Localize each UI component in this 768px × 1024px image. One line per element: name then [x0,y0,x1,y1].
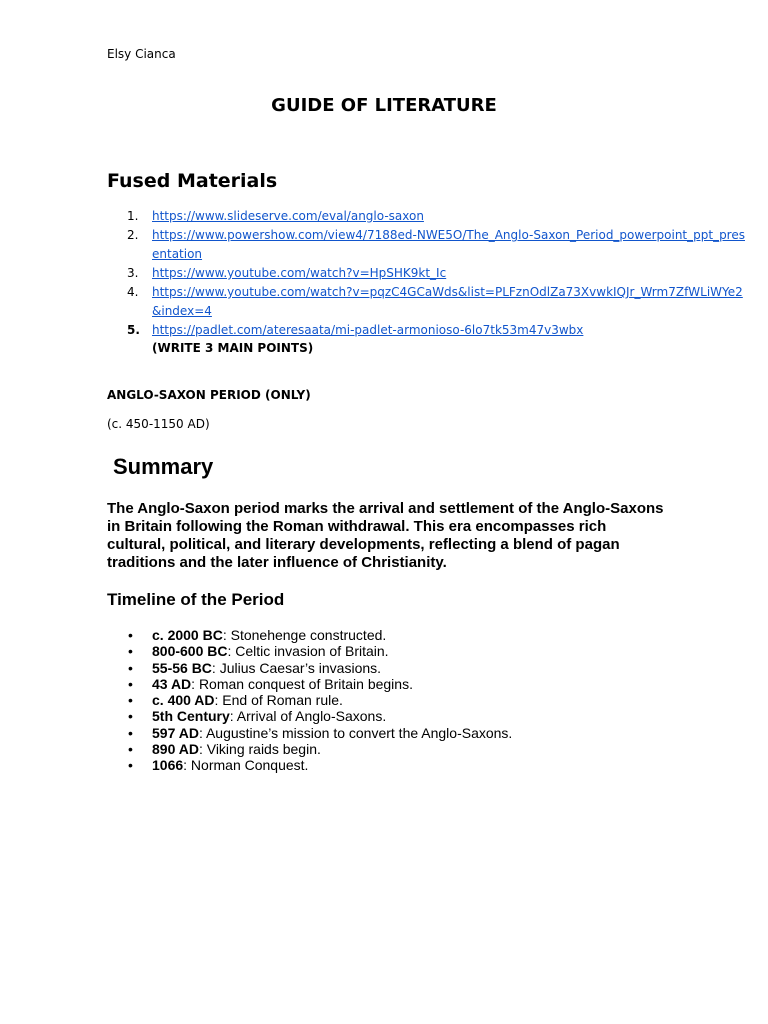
timeline-item [107,725,707,741]
timeline-heading: Timeline of the Period [107,590,285,609]
bullet-icon: • [128,659,133,676]
bullet-icon: • [128,724,133,741]
bullet-icon: • [128,708,133,725]
list-item [107,207,747,226]
link-powershow[interactable]: https://www.powershow.com/view4/7188ed-NWE5O/The_Anglo-Saxon_Period_powerpoint_ppt_presentation [152,228,745,261]
timeline-item [107,692,707,708]
timeline-item [107,741,707,757]
bullet-icon: • [128,741,133,758]
timeline-event: : End of Roman rule. [214,692,343,709]
list-number: 2. [127,228,139,242]
timeline-item [107,757,707,773]
period-dates: (c. 450-1150 AD) [107,417,210,431]
timeline-item [107,676,707,692]
timeline-date: 597 AD [152,724,199,741]
timeline-date: 43 AD [152,675,192,692]
link-padlet[interactable]: https://padlet.com/ateresaata/mi-padlet-armonioso-6lo7tk53m47v3wbx [152,323,584,337]
bullet-icon: • [128,757,133,774]
timeline-event: : Julius Caesar’s invasions. [211,659,382,676]
summary-heading: Summary [113,454,214,479]
timeline-date: 55-56 BC [152,659,212,676]
timeline-date: c. 400 AD [152,692,215,709]
list-item [107,283,747,321]
link-youtube-1[interactable]: https://www.youtube.com/watch?v=HpSHK9kt_Ic [152,266,447,280]
timeline-date: 5th Century [152,708,230,725]
bullet-icon: • [128,643,133,660]
summary-paragraph: The Anglo-Saxon period marks the arrival and settlement of the Anglo-Saxons in Britain following the Roman withdrawal. This era encompasses rich cultural, political, and literary developments, reflecting a blend of pagan traditions and the later influence of Christianity. [107,500,664,571]
timeline-date: 800-600 BC [152,643,228,660]
timeline-event: : Roman conquest of Britain begins. [191,675,413,692]
link-youtube-2[interactable]: https://www.youtube.com/watch?v=pqzC4GCaWds&list=PLFznOdlZa73XvwkIQJr_Wrm7ZfWLiWYe2&index=4 [152,285,743,318]
timeline-event: : Arrival of Anglo-Saxons. [229,708,387,725]
timeline-item [107,660,707,676]
timeline-event: : Celtic invasion of Britain. [227,643,389,660]
links-list [107,207,747,340]
list-item [107,321,747,340]
bullet-icon: • [128,692,133,709]
link-slideserve[interactable]: https://www.slideserve.com/eval/anglo-saxon [152,209,424,223]
timeline-list [107,627,707,774]
timeline-event: : Stonehenge constructed. [222,627,387,643]
timeline-date: 1066 [152,757,184,774]
timeline-event: : Augustine’s mission to convert the Anglo-Saxons. [198,724,513,741]
fused-materials-heading: Fused Materials [107,170,278,192]
timeline-item [107,708,707,724]
timeline-date: 890 AD [152,741,199,758]
list-number: 1. [127,209,139,223]
list-number: 5. [127,323,140,337]
bullet-icon: • [128,627,133,643]
timeline-date: c. 2000 BC [152,627,223,643]
timeline-item [107,627,707,643]
list-item [107,226,747,264]
instruction-note: (WRITE 3 MAIN POINTS) [152,341,314,355]
period-heading: ANGLO-SAXON PERIOD (ONLY) [107,388,311,402]
list-number: 4. [127,285,139,299]
timeline-event: : Viking raids begin. [198,741,321,758]
list-item [107,264,747,283]
bullet-icon: • [128,675,133,692]
timeline-item [107,643,707,659]
author-name: Elsy Cianca [107,47,176,61]
list-number: 3. [127,266,139,280]
timeline-event: : Norman Conquest. [183,757,309,774]
document-title: GUIDE OF LITERATURE [271,95,497,116]
